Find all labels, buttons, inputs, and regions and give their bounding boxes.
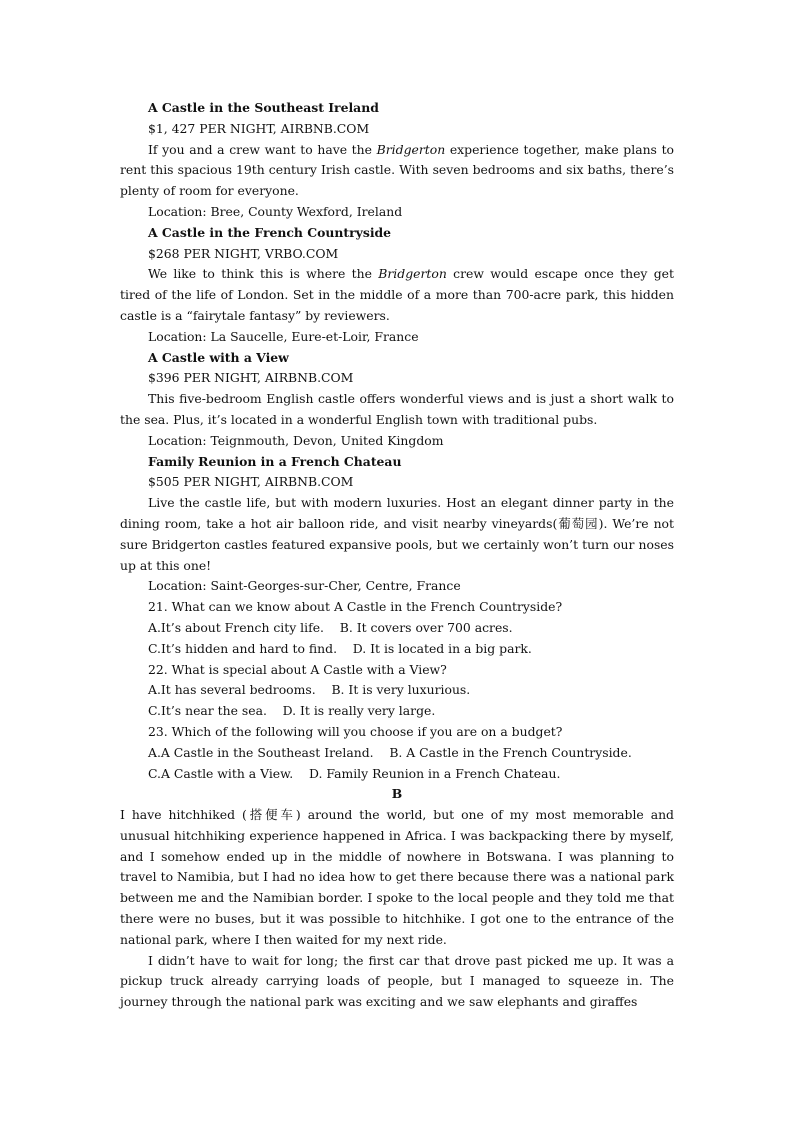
question-stem: 23. Which of the following will you choose if you are on a budget?: [148, 723, 563, 739]
listing-title: A Castle in the French Countryside: [148, 224, 392, 240]
question-stem: 22. What is special about A Castle with a View?: [148, 661, 447, 677]
listing-description: We like to think this is where the Bridgerton crew would escape once they get tired of the life of London. Set in the middle of a more than 700-acre park, this hidden castle is a “fairytale fantasy” by reviewers.: [120, 266, 674, 323]
listing-location: Location: La Saucelle, Eure-et-Loir, France: [148, 328, 419, 344]
question-options: A.It’s about French city life. B. It covers over 700 acres.: [148, 619, 513, 635]
question-options: C.It’s near the sea. D. It is really very large.: [148, 703, 436, 719]
listing-title: Family Reunion in a French Chateau: [148, 453, 402, 469]
listing-description: This five-bedroom English castle offers wonderful views and is just a short walk to the sea. Plus, it’s located in a wonderful English town with traditional pubs.: [120, 391, 674, 427]
listing-title: A Castle with a View: [148, 349, 289, 365]
listing-title: A Castle in the Southeast Ireland: [148, 100, 379, 115]
question-options: C.It’s hidden and hard to find. D. It is located in a big park.: [148, 640, 532, 656]
show-title: Bridgerton: [378, 266, 447, 282]
show-title: Bridgerton: [376, 141, 446, 157]
listing-price: $268 PER NIGHT, VRBO.COM: [148, 245, 339, 261]
passage-paragraph: I didn’t have to wait for long; the first car that drove past picked me up. It was a pickup truck already carrying loads of people, but I managed to squeeze in. The journey through the national park was exciting and we saw elephants and giraffes: [120, 952, 674, 1010]
question-options: C.A Castle with a View. D. Family Reunion in a French Chateau.: [148, 765, 561, 781]
listing-description: Live the castle life, but with modern luxuries. Host an elegant dinner party in the dining room, take a hot air balloon ride, and visit nearby vineyards(葡萄园). We’re not sure Bridgerton castles featured expansive pools, but we certainly won’t turn our noses up at this one!: [120, 495, 674, 573]
question-stem: 21. What can we know about A Castle in the French Countryside?: [148, 599, 563, 615]
listing-location: Location: Saint-Georges-sur-Cher, Centre, France: [148, 578, 461, 594]
passage-paragraph: I have hitchhiked (搭便车) around the world, but one of my most memorable and unusual hitchhiking experience happened in Africa. I was backpacking there by myself, and I somehow ended up in the middle of nowhere in Botswana. I was planning to travel to Namibia, but I had no idea how to get there because there was a national park between me and the Namibian border. I spoke to the local people and they told me that there were no buses, but it was possible to hitchhike. I got one to the entrance of the national park, where I then waited for my next ride.: [120, 807, 674, 947]
section-heading: B: [391, 786, 403, 802]
listing-price: $505 PER NIGHT, AIRBNB.COM: [148, 474, 354, 490]
listing-price: $396 PER NIGHT, AIRBNB.COM: [148, 370, 354, 386]
question-options: A.A Castle in the Southeast Ireland. B. A Castle in the French Countryside.: [148, 744, 632, 760]
listing-location: Location: Bree, County Wexford, Ireland: [148, 203, 403, 219]
listing-price: $1, 427 PER NIGHT, AIRBNB.COM: [148, 120, 370, 136]
listing-location: Location: Teignmouth, Devon, United Kingdom: [148, 432, 444, 448]
listing-description: If you and a crew want to have the Bridgerton experience together, make plans to rent this spacious 19th century Irish castle. With seven bedrooms and six baths, there’s plenty of room for everyone.: [120, 141, 675, 199]
question-options: A.It has several bedrooms. B. It is very luxurious.: [148, 682, 471, 698]
